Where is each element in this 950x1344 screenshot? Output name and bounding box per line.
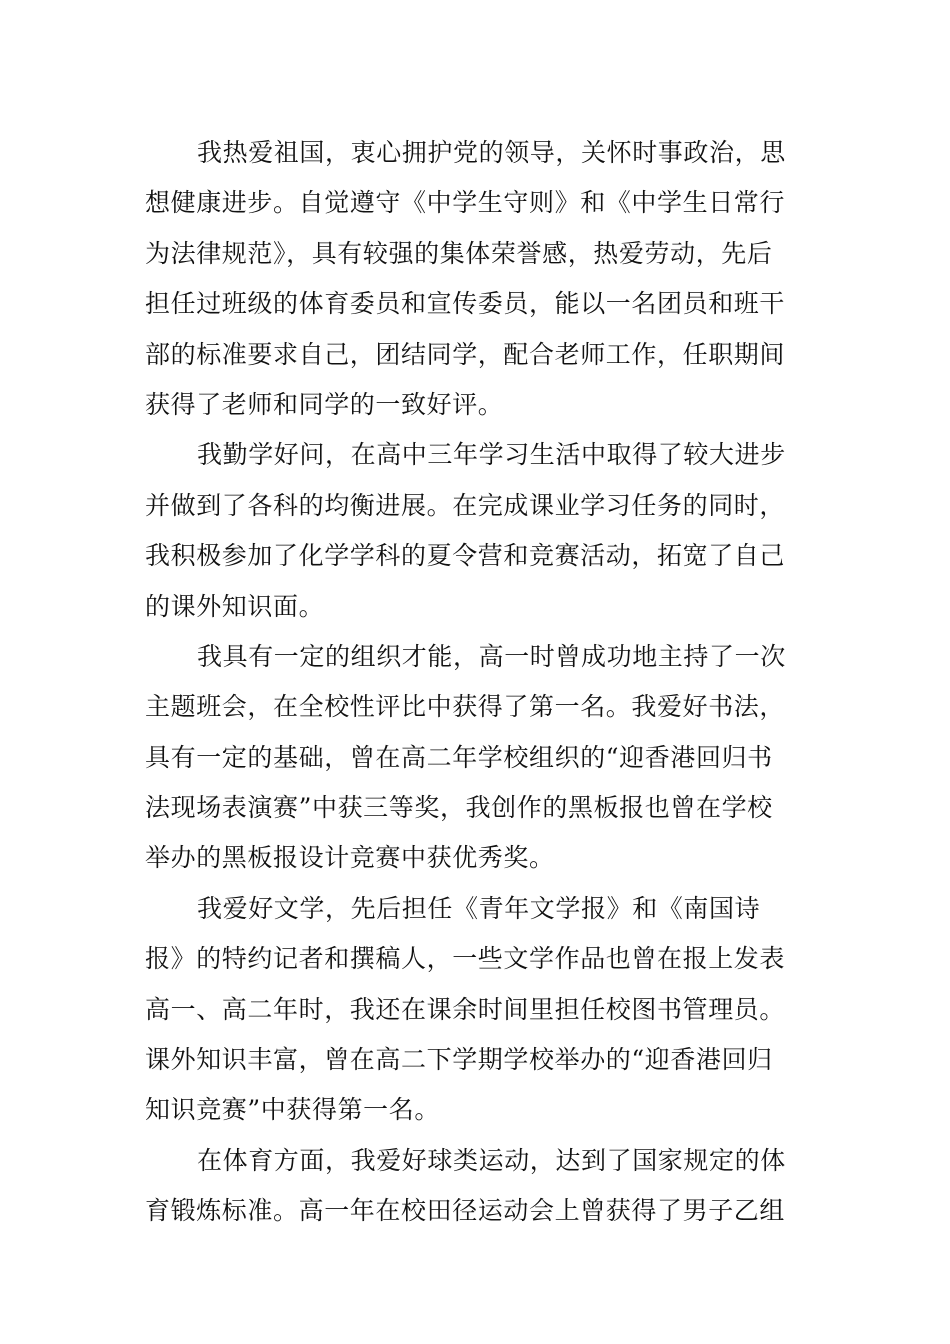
text-line: 我热爱祖国，衷心拥护党的领导，关怀时事政治，思 (197, 138, 786, 167)
text-line: 想健康进步。自觉遵守《中学生守则》和《中学生日常行 (145, 188, 786, 218)
text-line: 在体育方面，我爱好球类运动，达到了国家规定的体 (197, 1145, 786, 1175)
text-line: 知识竞赛”中获得第一名。 (145, 1095, 440, 1125)
paragraph-literature (145, 884, 807, 1136)
text-line: 我具有一定的组织才能，高一时曾成功地主持了一次 (197, 641, 786, 671)
text-line: 课外知识丰富，曾在高二下学期学校举办的“迎香港回归 (145, 1045, 773, 1075)
paragraph-study (145, 430, 807, 632)
text-line: 担任过班级的体育委员和宣传委员，能以一名团员和班干 (145, 289, 786, 319)
text-line: 的课外知识面。 (145, 591, 325, 621)
paragraph-organization-calligraphy (145, 632, 807, 884)
text-line: 我勤学好问，在高中三年学习生活中取得了较大进步 (197, 440, 786, 470)
text-line: 高一、高二年时，我还在课余时间里担任校图书管理员。 (145, 994, 786, 1024)
text-line: 为法律规范》，具有较强的集体荣誉感，热爱劳动，先后 (145, 238, 773, 268)
text-line: 我积极参加了化学学科的夏令营和竞赛活动，拓宽了自己 (145, 541, 786, 571)
text-line: 我爱好文学，先后担任《青年文学报》和《南国诗 (197, 893, 761, 923)
document-body (145, 128, 807, 1237)
text-line: 并做到了各科的均衡进展。在完成课业学习任务的同时， (145, 490, 786, 520)
paragraph-sports (145, 1136, 807, 1237)
text-line: 主题班会，在全校性评比中获得了第一名。我爱好书法， (145, 692, 786, 722)
text-line: 举办的黑板报设计竞赛中获优秀奖。 (145, 843, 555, 873)
text-line: 部的标准要求自己，团结同学，配合老师工作，任职期间 (145, 339, 786, 369)
text-line: 法现场表演赛”中获三等奖，我创作的黑板报也曾在学校 (145, 793, 773, 823)
text-line: 具有一定的基础，曾在高二年学校组织的“迎香港回归书 (145, 742, 773, 772)
paragraph-political-conduct (145, 128, 807, 430)
text-line: 育锻炼标准。高一年在校田径运动会上曾获得了男子乙组 (145, 1196, 786, 1226)
text-line: 获得了老师和同学的一致好评。 (145, 389, 504, 419)
text-line: 报》的特约记者和撰稿人，一些文学作品也曾在报上发表 (145, 944, 786, 974)
